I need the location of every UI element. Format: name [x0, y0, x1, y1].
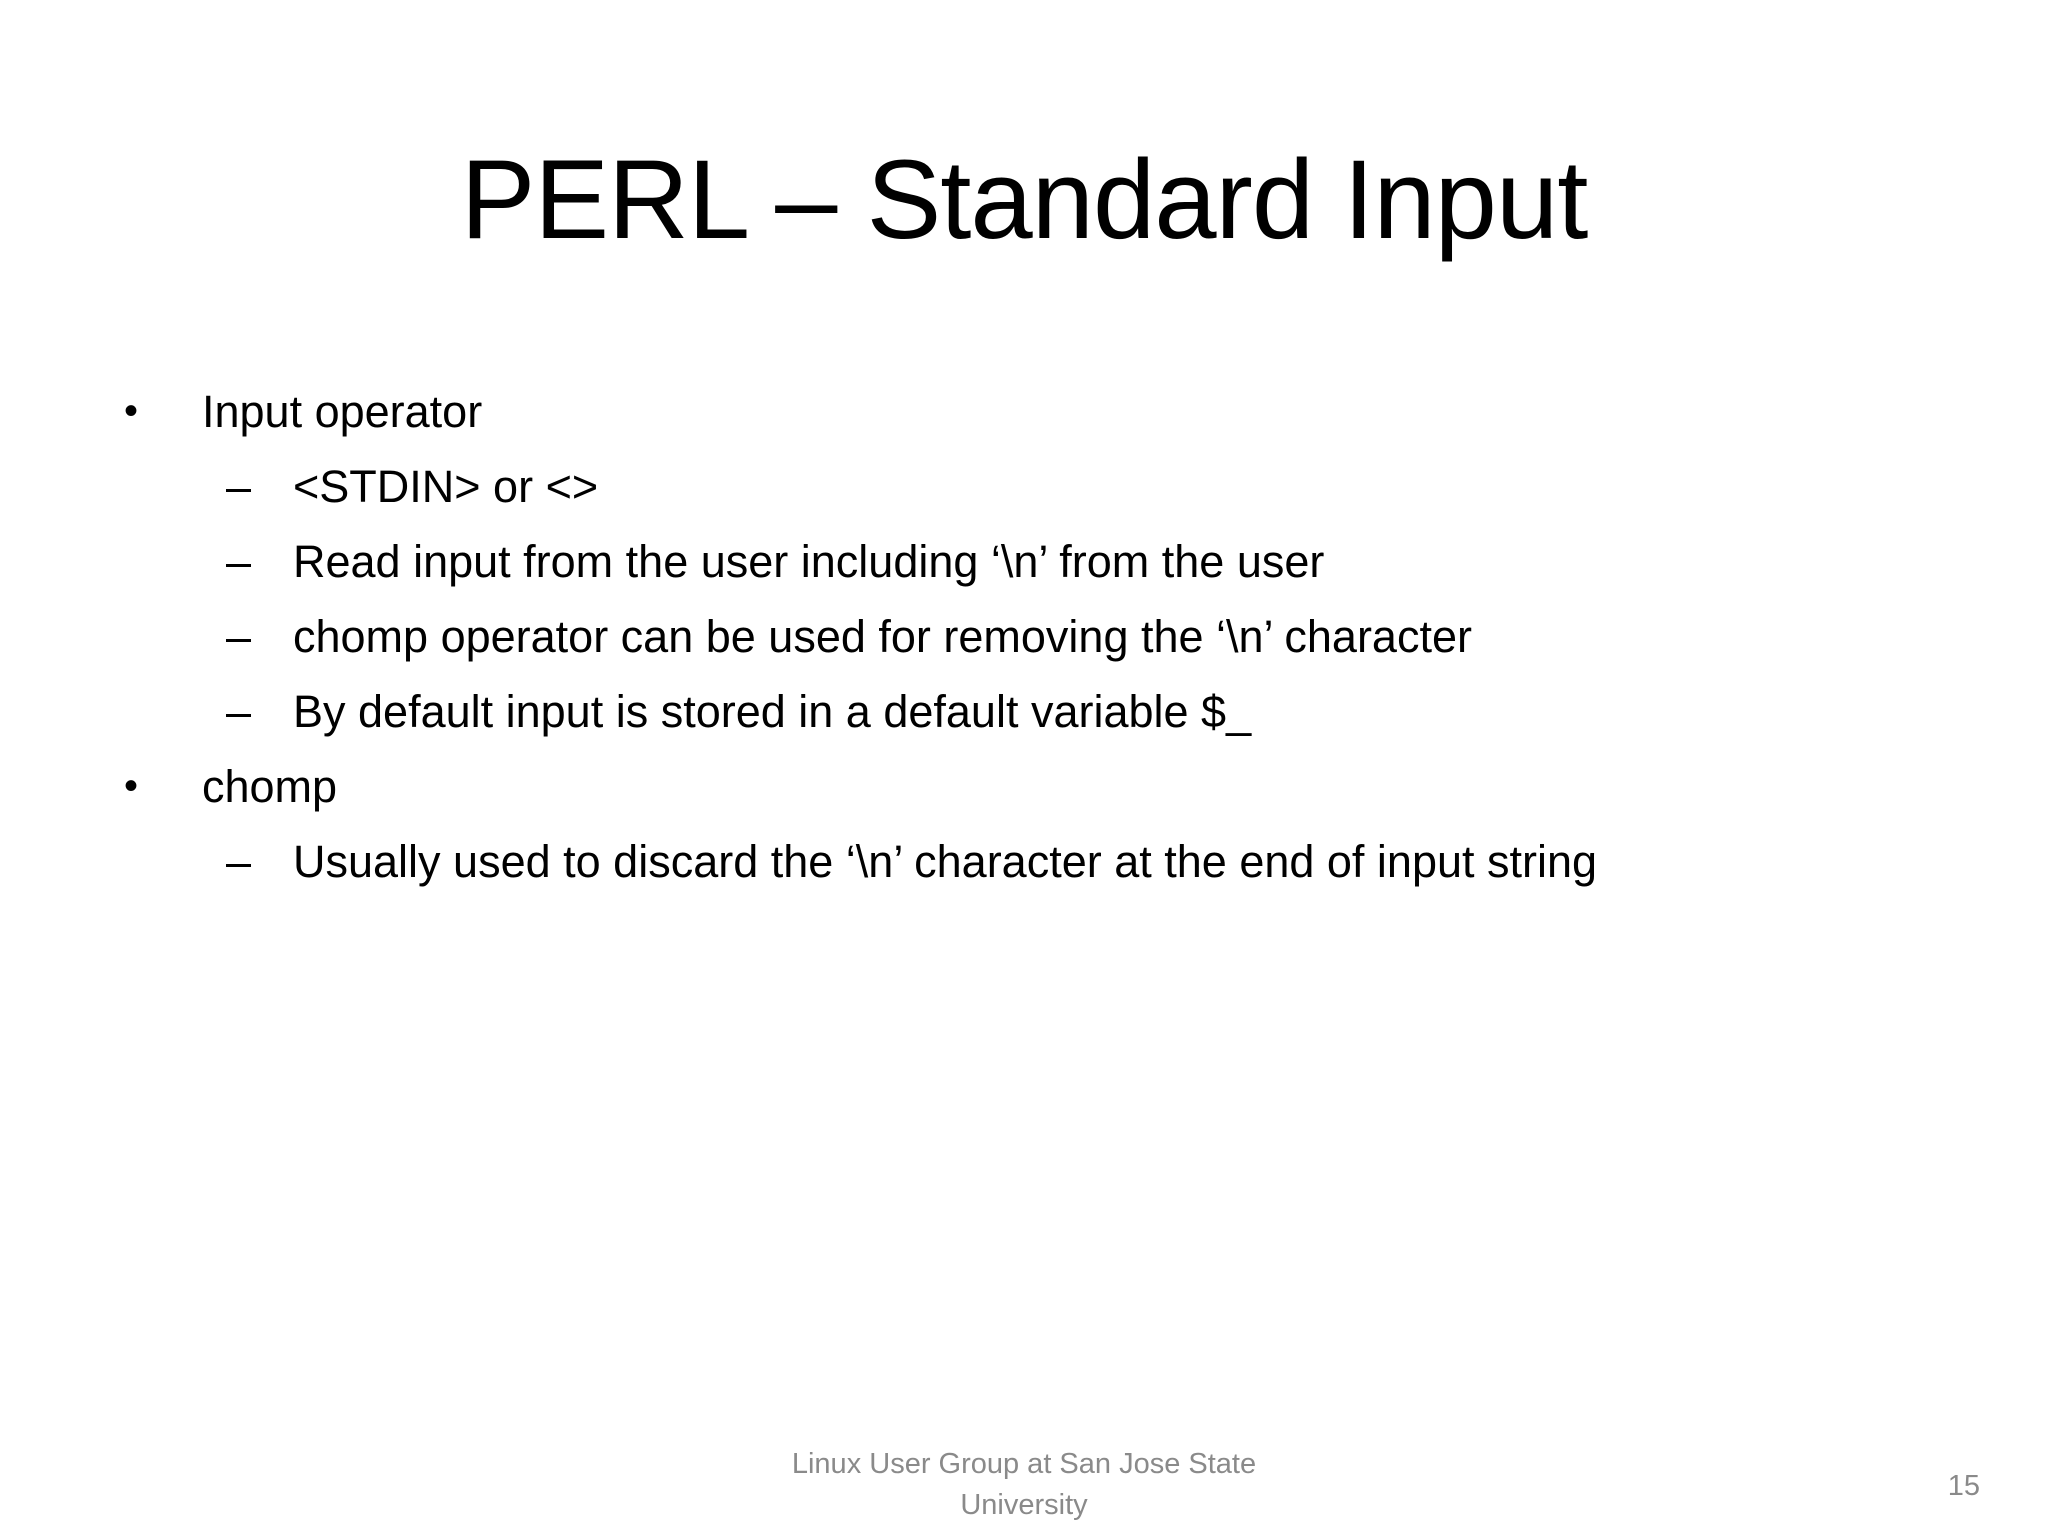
- dash-marker: –: [226, 461, 252, 512]
- sub-bullet-item: [0, 824, 2048, 899]
- sub-bullet-item: [0, 524, 2048, 599]
- sub-bullet-text: Read input from the user including ‘\n’ from the user: [293, 536, 1325, 587]
- sub-bullet-item: [0, 674, 2048, 749]
- sub-bullet-text: By default input is stored in a default variable $_: [293, 686, 1252, 737]
- page-number: 15: [1947, 1470, 1980, 1502]
- bullet-marker: •: [124, 764, 139, 808]
- sub-bullet-text: <STDIN> or <>: [293, 461, 599, 512]
- dash-marker: –: [226, 536, 252, 587]
- dash-marker: –: [226, 686, 252, 737]
- bullet-item-input-operator: [0, 374, 2048, 449]
- bullet-marker: •: [124, 389, 139, 433]
- sub-bullet-item: [0, 449, 2048, 524]
- footer-line: Linux User Group at San Jose State: [791, 1448, 1257, 1480]
- sub-bullet-text: Usually used to discard the ‘\n’ character at the end of input string: [293, 836, 1598, 887]
- bullet-text: chomp: [202, 761, 338, 812]
- bullet-text: Input operator: [202, 386, 483, 437]
- slide-title: PERL – Standard Input: [460, 137, 1588, 262]
- dash-marker: –: [226, 611, 252, 662]
- sub-bullet-item: [0, 599, 2048, 674]
- sub-bullet-text: chomp operator can be used for removing the ‘\n’ character: [293, 611, 1472, 662]
- bullet-item-chomp: [0, 749, 2048, 824]
- footer-line: University: [960, 1489, 1088, 1521]
- slide-footer: [694, 1444, 1354, 1526]
- dash-marker: –: [226, 836, 252, 887]
